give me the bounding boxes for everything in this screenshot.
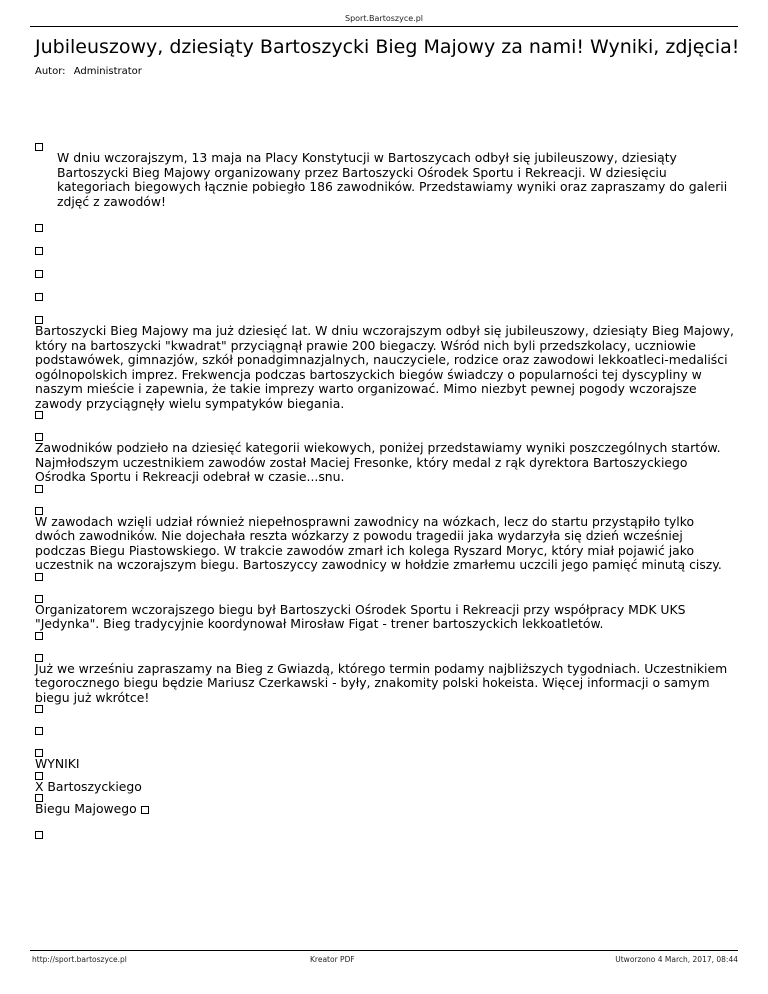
- body-paragraph: W zawodach wzięli udział również niepełnosprawni zawodnicy na wózkach, lecz do startu przystąpiło tylko dwóch zawodników. Nie dojechała reszta wózkarzy z powodu tragedii jaka wydarzyła się dzień wcześniej podczas Biegu Piastowskiego. W trakcie zawodów zmarł ich kolega Ryszard Moryc, który miał pojawić jako uczestnik na wczorajszym biegu. Bartoszyccy zawodnicy w hołdzie zmarłemu uczcili jego pamięć minutą ciszy.: [35, 513, 722, 572]
- missing-image-icon: [35, 270, 43, 278]
- missing-image-icon: [35, 573, 43, 581]
- author-name: Administrator: [73, 66, 142, 77]
- footer-generator: Kreator PDF: [310, 955, 355, 964]
- body-paragraph: Zawodników podzieło na dziesięć kategorii wiekowych, poniżej przedstawiamy wyniki poszczególnych startów. Najmłodszym uczestnikiem zawodów został Maciej Fresonke, który medal z rąk dyrektora Bartoszyckiego Ośrodka Sportu i Rekreacji odebrał w czasie...snu.: [35, 440, 721, 484]
- missing-image-icon: [35, 831, 43, 839]
- header-divider: [30, 26, 738, 27]
- footer-created: Utworzono 4 March, 2017, 08:44: [615, 955, 738, 964]
- missing-image-icon: [35, 247, 43, 255]
- body-paragraph: Już we wrześniu zapraszamy na Bieg z Gwiazdą, którego termin podamy najbliższych tygodniach. Uczestnikiem tegorocznego biegu będzie Mariusz Czerkawski - były, znakomity polski hokeista. Więcej informacji o samym biegu już wkrótce!: [35, 660, 728, 705]
- missing-image-icon: [35, 411, 43, 419]
- author-line: [35, 66, 147, 77]
- missing-image-icon: [35, 224, 43, 232]
- intro-paragraph: W dniu wczorajszym, 13 maja na Placy Konstytucji w Bartoszycach odbył się jubileuszowy, dziesiąty Bartoszycki Bieg Majowy organizowany przez Bartoszycki Ośrodek Sportu i Rekreacji. W dziesięciu kategoriach biegowych łącznie pobiegło 186 zawodników. Przedstawiamy wyniki oraz zapraszamy do galerii zdjęć z zawodów!: [57, 150, 728, 209]
- author-label: Autor:: [35, 66, 66, 77]
- body-paragraph: Bartoszycki Bieg Majowy ma już dziesięć lat. W dniu wczorajszym odbył się jubileuszowy, dziesiąty Bieg Majowy, który na bartoszycki "kwadrat" przyciągnął prawie 200 biegaczy. Wśród nich byli przedszkolacy, uczniowie podstawówek, gimnazjów, szkół ponadgimnazjalnych, nauczyciele, rodzice oraz zawodowi lekkoatleci-medaliści ogólnopolskich imprez. Frekwencja podczas bartoszyckich biegów świadczy o popularności tej dyscypliny w naszym mieście i zapewnia, że takie imprezy warto organizować. Mimo niezbyt pewnej pogody wczorajsze zawody przyciągnęły wielu sympatyków biegania.: [35, 323, 734, 411]
- missing-image-icon: [35, 293, 43, 301]
- footer-url: http://sport.bartoszyce.pl: [32, 955, 127, 964]
- results-line: Biegu Majowego: [35, 801, 137, 816]
- missing-image-icon: [141, 806, 149, 814]
- results-heading: WYNIKI: [35, 756, 80, 771]
- page-footer: [30, 950, 738, 964]
- results-line: X Bartoszyckiego: [35, 778, 142, 794]
- site-name: Sport.Bartoszyce.pl: [345, 14, 423, 23]
- article-title: Jubileuszowy, dziesiąty Bartoszycki Bieg Majowy za nami! Wyniki, zdjęcia!: [35, 36, 740, 58]
- missing-image-icon: [35, 632, 43, 640]
- missing-image-icon: [35, 705, 43, 713]
- article-body: [35, 143, 735, 839]
- missing-image-icon: [35, 727, 43, 735]
- missing-image-icon: [35, 143, 43, 151]
- results-line-with-icon: [35, 802, 735, 817]
- body-paragraph: Organizatorem wczorajszego biegu był Bartoszycki Ośrodek Sportu i Rekreacji przy współpracy MDK UKS "Jedynka". Bieg tradycyjnie koordynował Mirosław Figat - trener bartoszyckich lekkoatletów.: [35, 601, 686, 631]
- missing-image-icon: [35, 485, 43, 493]
